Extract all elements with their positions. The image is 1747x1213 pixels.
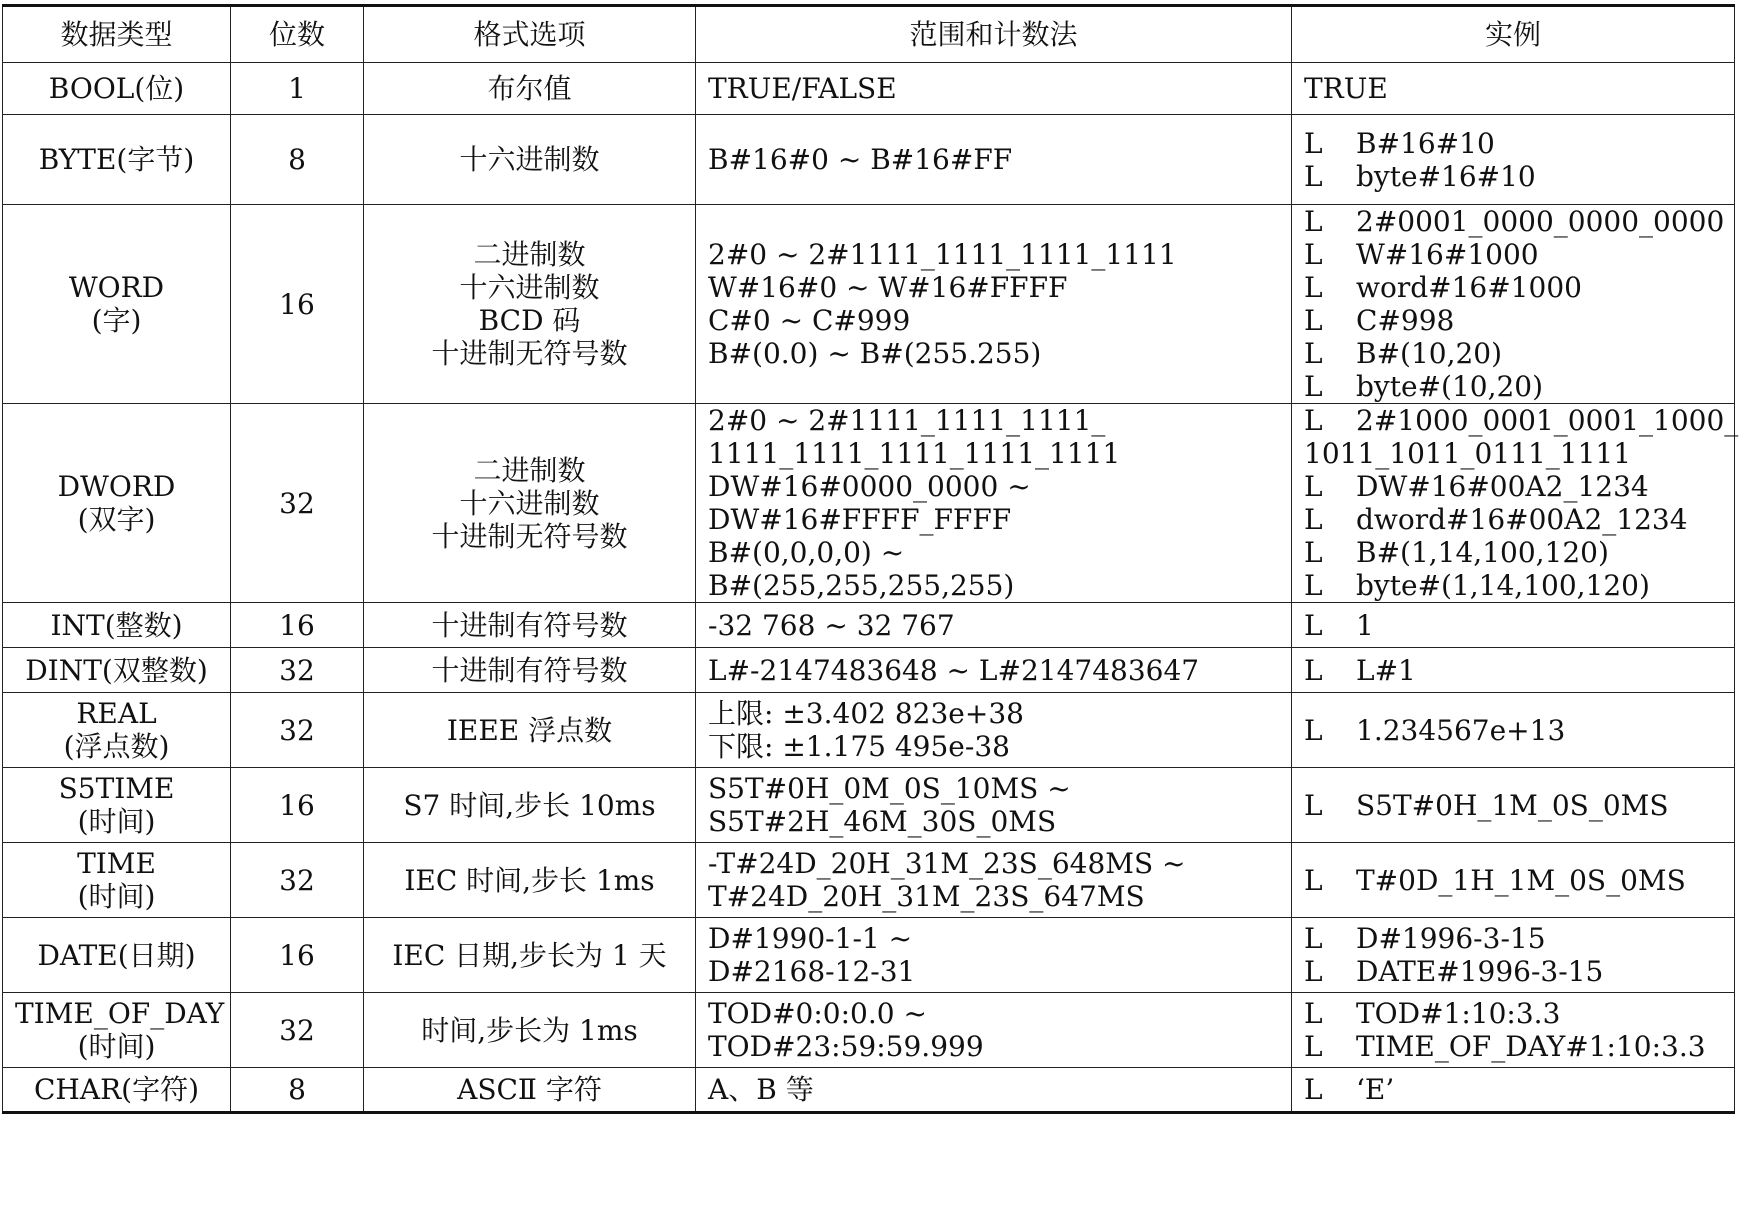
example-line: [1304, 205, 1725, 238]
cell-range-notation: [696, 648, 1292, 693]
cell-examples: [1292, 918, 1735, 993]
format-option-line: 十六进制数: [459, 271, 600, 304]
range-line: W#16#0 ~ W#16#FFFF: [708, 271, 1068, 304]
cell-range-notation: [696, 603, 1292, 648]
data-type-line: TIME_OF_DAY: [15, 997, 225, 1030]
example-value: B#(1,14,100,120): [1356, 536, 1609, 569]
table-row: [3, 404, 1735, 603]
example-line: [1304, 160, 1722, 193]
format-option-line: ASCⅡ 字符: [457, 1073, 602, 1106]
cell-examples: [1292, 63, 1735, 115]
example-line: [1304, 997, 1722, 1030]
example-value: 1.234567e+13: [1356, 713, 1566, 747]
table-row: [3, 693, 1735, 768]
cell-examples: [1292, 648, 1735, 693]
cell-bits: 16: [231, 205, 364, 404]
example-line: [1304, 127, 1722, 160]
cell-data-type: [3, 1068, 231, 1113]
range-line: -32 768 ~ 32 767: [708, 608, 955, 642]
cell-range-notation: [696, 993, 1292, 1068]
range-line: 下限: ±1.175 495e-38: [708, 730, 1010, 763]
cell-format-options: [364, 843, 696, 918]
cell-examples: [1292, 843, 1735, 918]
cell-range-notation: [696, 404, 1292, 603]
cell-bits: 1: [231, 63, 364, 115]
range-line: TOD#23:59:59.999: [708, 1030, 984, 1063]
cell-data-type: [3, 693, 231, 768]
data-type-line: BOOL(位): [48, 72, 185, 105]
example-value: TOD#1:10:3.3: [1356, 997, 1561, 1030]
example-value: D#1996-3-15: [1356, 922, 1546, 955]
cell-data-type: [3, 603, 231, 648]
load-instruction-prefix: L: [1304, 608, 1323, 642]
example-value: 1011_1011_0111_1111: [1304, 437, 1632, 470]
example-value: DATE#1996-3-15: [1356, 955, 1604, 988]
cell-data-type: [3, 993, 231, 1068]
example-value: byte#16#10: [1356, 159, 1536, 193]
cell-format-options: [364, 648, 696, 693]
example-value: T#0D_1H_1M_0S_0MS: [1356, 863, 1686, 897]
cell-bits: 16: [231, 603, 364, 648]
example-line: [1304, 337, 1722, 370]
load-instruction-prefix: L: [1304, 271, 1323, 304]
example-line: [1304, 955, 1722, 988]
cell-range-notation: [696, 768, 1292, 843]
example-value: dword#16#00A2_1234: [1356, 503, 1688, 536]
cell-format-options: [364, 115, 696, 205]
example-value: 2#1000_0001_0001_1000_: [1356, 404, 1739, 437]
example-line: [1304, 470, 1722, 503]
example-value: ‘E’: [1356, 1073, 1395, 1106]
cell-range-notation: [696, 1068, 1292, 1113]
cell-format-options: [364, 1068, 696, 1113]
format-option-line: 十进制无符号数: [431, 337, 628, 370]
range-line: B#(255,255,255,255): [708, 569, 1015, 602]
cell-range-notation: [696, 693, 1292, 768]
range-line: DW#16#0000_0000 ~: [708, 470, 1031, 503]
table-row: [3, 603, 1735, 648]
example-line: [1304, 569, 1722, 602]
example-line: [1304, 503, 1722, 536]
table-row: [3, 918, 1735, 993]
cell-examples: [1292, 115, 1735, 205]
format-option-line: IEEE 浮点数: [446, 713, 613, 747]
data-type-line: CHAR(字符): [34, 1073, 199, 1106]
cell-range-notation: [696, 115, 1292, 205]
format-option-line: 时间,步长为 1ms: [421, 1013, 638, 1047]
data-type-line: (字): [91, 304, 142, 337]
cell-range-notation: [696, 63, 1292, 115]
example-line: [1304, 714, 1722, 747]
load-instruction-prefix: L: [1304, 404, 1323, 437]
example-value: byte#(10,20): [1356, 370, 1544, 403]
load-instruction-prefix: L: [1304, 205, 1323, 238]
cell-format-options: [364, 404, 696, 603]
range-line: DW#16#FFFF_FFFF: [708, 503, 1012, 536]
data-type-line: (时间): [77, 880, 156, 913]
example-value: B#(10,20): [1356, 337, 1503, 370]
cell-examples: [1292, 205, 1735, 404]
range-line: TOD#0:0:0.0 ~: [708, 997, 927, 1030]
example-value: TIME_OF_DAY#1:10:3.3: [1356, 1030, 1706, 1063]
cell-bits: 32: [231, 843, 364, 918]
cell-data-type: [3, 918, 231, 993]
range-line: D#2168-12-31: [708, 955, 916, 988]
example-value: L#1: [1356, 653, 1416, 687]
load-instruction-prefix: L: [1304, 304, 1323, 337]
example-value: 1: [1356, 608, 1374, 642]
format-option-line: 十进制无符号数: [431, 519, 628, 553]
load-instruction-prefix: L: [1304, 126, 1323, 160]
range-line: A、B 等: [708, 1073, 814, 1106]
header-format-options: 格式选项: [364, 6, 696, 63]
load-instruction-prefix: L: [1304, 1030, 1323, 1063]
table-row: [3, 768, 1735, 843]
example-value: 2#0001_0000_0000_0000: [1356, 205, 1725, 238]
load-instruction-prefix: L: [1304, 863, 1323, 897]
data-type-line: (双字): [77, 503, 156, 536]
example-line: [1304, 536, 1722, 569]
header-examples: 实例: [1292, 6, 1735, 63]
example-line: [1304, 72, 1722, 105]
cell-format-options: [364, 693, 696, 768]
example-line: [1304, 404, 1739, 437]
data-type-line: (时间): [77, 1030, 156, 1063]
format-option-line: IEC 时间,步长 1ms: [404, 863, 655, 897]
range-line: T#24D_20H_31M_23S_647MS: [708, 880, 1145, 913]
range-line: S5T#2H_46M_30S_0MS: [708, 805, 1057, 838]
data-type-line: DINT(双整数): [25, 653, 208, 687]
format-option-line: S7 时间,步长 10ms: [403, 788, 656, 822]
example-value: C#998: [1356, 304, 1455, 337]
cell-bits: 16: [231, 918, 364, 993]
load-instruction-prefix: L: [1304, 955, 1323, 988]
cell-format-options: [364, 63, 696, 115]
example-line: [1304, 238, 1722, 271]
data-type-line: DATE(日期): [37, 938, 196, 972]
cell-bits: 32: [231, 648, 364, 693]
load-instruction-prefix: L: [1304, 238, 1323, 271]
cell-bits: 32: [231, 693, 364, 768]
example-line: [1304, 271, 1722, 304]
format-option-line: 十进制有符号数: [431, 653, 628, 687]
cell-bits: 8: [231, 1068, 364, 1113]
example-line: [1304, 437, 1722, 470]
cell-data-type: [3, 404, 231, 603]
load-instruction-prefix: L: [1304, 159, 1323, 193]
table-row: [3, 205, 1735, 404]
table-body: [3, 63, 1739, 1113]
cell-format-options: [364, 918, 696, 993]
load-instruction-prefix: L: [1304, 713, 1323, 747]
table-row: [3, 648, 1735, 693]
data-type-line: INT(整数): [50, 608, 183, 642]
cell-format-options: [364, 993, 696, 1068]
range-line: 1111_1111_1111_1111_1111: [708, 437, 1121, 470]
data-type-line: (时间): [77, 805, 156, 838]
load-instruction-prefix: L: [1304, 503, 1323, 536]
load-instruction-prefix: L: [1304, 370, 1323, 403]
example-value: W#16#1000: [1356, 238, 1539, 271]
cell-bits: 8: [231, 115, 364, 205]
load-instruction-prefix: L: [1304, 569, 1323, 602]
range-line: -T#24D_20H_31M_23S_648MS ~: [708, 847, 1186, 880]
cell-examples: [1292, 404, 1739, 603]
cell-data-type: [3, 115, 231, 205]
load-instruction-prefix: L: [1304, 922, 1323, 955]
data-type-line: TIME: [77, 847, 156, 880]
cell-examples: [1292, 603, 1735, 648]
cell-bits: 16: [231, 768, 364, 843]
cell-bits: 32: [231, 993, 364, 1068]
cell-data-type: [3, 63, 231, 115]
example-value: S5T#0H_1M_0S_0MS: [1356, 788, 1669, 822]
format-option-line: 十进制有符号数: [431, 608, 628, 642]
data-type-line: REAL: [76, 697, 157, 730]
example-line: [1304, 370, 1722, 403]
example-value: word#16#1000: [1356, 271, 1582, 304]
cell-examples: [1292, 768, 1735, 843]
load-instruction-prefix: L: [1304, 337, 1323, 370]
example-line: [1304, 789, 1722, 822]
cell-data-type: [3, 648, 231, 693]
cell-range-notation: [696, 918, 1292, 993]
cell-examples: [1292, 993, 1735, 1068]
cell-examples: [1292, 693, 1735, 768]
range-line: B#16#0 ~ B#16#FF: [708, 143, 1013, 176]
data-type-line: (浮点数): [63, 730, 170, 763]
format-option-line: 二进制数: [473, 453, 586, 487]
cell-data-type: [3, 768, 231, 843]
format-option-line: 二进制数: [473, 238, 586, 271]
cell-range-notation: [696, 843, 1292, 918]
example-value: B#16#10: [1356, 126, 1495, 160]
example-line: [1304, 864, 1722, 897]
example-line: [1304, 1073, 1722, 1106]
range-line: L#-2147483648 ~ L#2147483647: [708, 653, 1200, 687]
format-option-line: 十六进制数: [459, 486, 600, 520]
cell-bits: 32: [231, 404, 364, 603]
range-line: C#0 ~ C#999: [708, 304, 911, 337]
load-instruction-prefix: L: [1304, 997, 1323, 1030]
example-value: TRUE: [1304, 72, 1388, 105]
header-row: [3, 6, 1735, 63]
range-line: 上限: ±3.402 823e+38: [708, 697, 1024, 730]
data-type-line: S5TIME: [58, 772, 175, 805]
data-type-table: [2, 4, 1739, 1114]
cell-format-options: [364, 205, 696, 404]
cell-format-options: [364, 768, 696, 843]
range-line: B#(0.0) ~ B#(255.255): [708, 337, 1042, 370]
table-row: [3, 1068, 1735, 1113]
example-line: [1304, 922, 1722, 955]
example-line: [1304, 304, 1722, 337]
range-line: B#(0,0,0,0) ~: [708, 536, 905, 569]
range-line: 2#0 ~ 2#1111_1111_1111_1111: [708, 238, 1177, 271]
load-instruction-prefix: L: [1304, 470, 1323, 503]
load-instruction-prefix: L: [1304, 788, 1323, 822]
example-line: [1304, 609, 1722, 642]
range-line: 2#0 ~ 2#1111_1111_1111_: [708, 404, 1106, 437]
example-line: [1304, 1030, 1722, 1063]
cell-format-options: [364, 603, 696, 648]
load-instruction-prefix: L: [1304, 653, 1323, 687]
cell-data-type: [3, 205, 231, 404]
cell-data-type: [3, 843, 231, 918]
header-data-type: 数据类型: [3, 6, 231, 63]
range-line: D#1990-1-1 ~: [708, 922, 913, 955]
header-bits: 位数: [231, 6, 364, 63]
format-option-line: IEC 日期,步长为 1 天: [392, 938, 667, 972]
load-instruction-prefix: L: [1304, 1073, 1323, 1106]
cell-examples: [1292, 1068, 1735, 1113]
data-type-line: DWORD: [57, 470, 176, 503]
table-row: [3, 993, 1735, 1068]
header-range-notation: 范围和计数法: [696, 6, 1292, 63]
range-line: S5T#0H_0M_0S_10MS ~: [708, 772, 1071, 805]
range-line: TRUE/FALSE: [708, 72, 897, 105]
load-instruction-prefix: L: [1304, 536, 1323, 569]
table-row: [3, 63, 1735, 115]
format-option-line: 十六进制数: [459, 143, 600, 176]
table-row: [3, 115, 1735, 205]
table-header: [3, 6, 1735, 63]
format-option-line: BCD 码: [478, 304, 581, 337]
table-row: [3, 843, 1735, 918]
example-value: DW#16#00A2_1234: [1356, 470, 1649, 503]
example-value: byte#(1,14,100,120): [1356, 569, 1650, 602]
cell-range-notation: [696, 205, 1292, 404]
data-type-line: WORD: [68, 271, 165, 304]
example-line: [1304, 654, 1722, 687]
format-option-line: 布尔值: [487, 72, 572, 105]
data-type-line: BYTE(字节): [38, 143, 195, 176]
